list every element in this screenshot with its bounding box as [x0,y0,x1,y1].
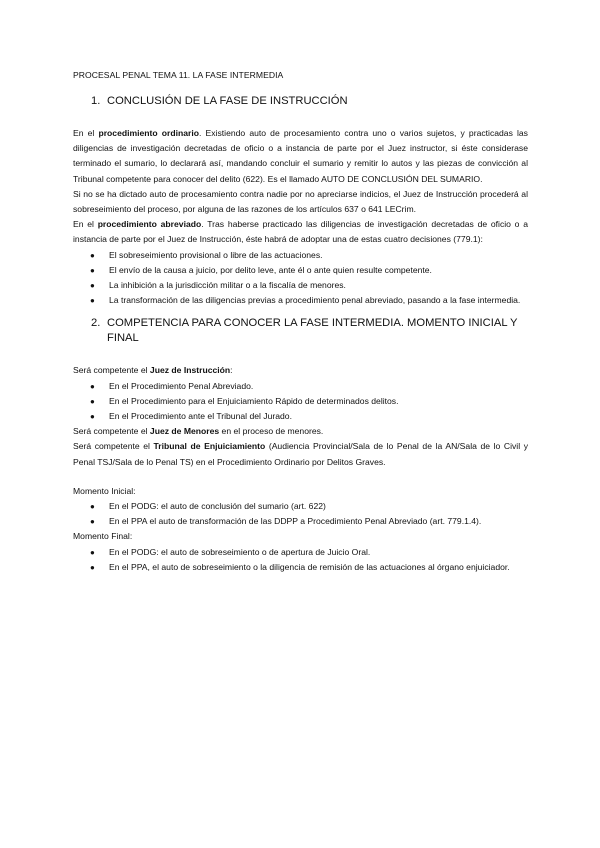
section-2-number: 2. [91,317,101,330]
list-item [73,263,528,278]
list-item-text: El sobreseimiento provisional o libre de las actuaciones. [109,249,323,260]
list-item [73,379,528,394]
list-item [73,409,528,424]
section-2-title: COMPETENCIA PARA CONOCER LA FASE INTERMEDIA. MOMENTO INICIAL Y FINAL [107,317,518,345]
list-item-text: La inhibición a la jurisdicción militar o a la fiscalía de menores. [109,280,346,291]
text: Será competente el [73,365,150,376]
document-page [73,70,528,575]
spacer [73,308,528,316]
bullet-icon: ● [90,562,95,572]
competence-menores [73,424,528,439]
list-item [73,248,528,263]
text: Será competente el [73,426,150,437]
section-1-heading [91,94,528,109]
competence-tribunal [73,439,528,469]
document-title: PROCESAL PENAL TEMA 11. LA FASE INTERMEDIA [73,70,284,80]
list-item-text: En el Procedimiento ante el Tribunal del Jurado. [109,411,292,422]
bullet-icon: ● [90,281,95,291]
momento-final-label: Momento Final: [73,531,133,542]
momento-final-list [73,545,528,575]
bold-term: Tribunal de Enjuiciamiento [153,441,266,452]
list-item-text: En el PPA el auto de transformación de las DDPP a Procedimiento Penal Abreviado (art. 779.1.4). [109,516,482,527]
bold-term: Juez de Instrucción [149,365,231,376]
list-item [73,278,528,293]
bullet-icon: ● [90,502,95,512]
bold-term: procedimiento ordinario [98,128,200,138]
section-2-heading [91,316,528,346]
bullet-icon: ● [90,250,95,260]
spacer [73,470,528,484]
momento-inicial-list [73,499,528,529]
text: . Tras haberse practicado las diligencias de investigación decretadas de oficio o a instancia de parte por el Juez de Instrucción, éste habrá de adoptar una de estas cuatro decisiones (779.1): [73,219,528,245]
bullet-icon: ● [90,296,95,306]
list-item [73,499,528,514]
section-1-title: CONCLUSIÓN DE LA FASE DE INSTRUCCIÓN [107,95,348,107]
bold-term: Juez de Menores [149,426,220,437]
list-item-text: En el Procedimiento para el Enjuiciamiento Rápido de determinados delitos. [109,395,399,406]
list-item-text: En el PODG: el auto de sobreseimiento o de apertura de Juicio Oral. [109,546,371,557]
competence-instruccion [73,363,528,378]
paragraph-sobreseimiento: Si no se ha dictado auto de procesamiento contra nadie por no apreciarse indicios, el Juez de Instrucción procederá al sobreseimiento del proceso, por alguna de las razones de los artículos 637 o 641 LECrim. [73,188,528,215]
list-item-text: En el Procedimiento Penal Abreviado. [109,380,254,391]
list-item-text: En el PODG: el auto de conclusión del sumario (art. 622) [109,501,326,512]
list-item-text: La transformación de las diligencias previas a procedimiento penal abreviado, pasando a la fase intermedia. [109,295,521,306]
text: En el [73,128,99,138]
text: Será competente el [73,441,154,452]
bullet-icon: ● [90,517,95,527]
section-1-number: 1. [91,95,101,107]
list-item [73,560,528,575]
bullet-icon: ● [90,547,95,557]
paragraph-ordinario [73,126,528,187]
text: : [230,365,233,376]
text: en el proceso de menores. [219,426,324,437]
list-item-text: En el PPA, el auto de sobreseimiento o la diligencia de remisión de las actuaciones al órgano enjuiciador. [109,561,510,572]
text: . Existiendo auto de procesamiento contra uno o varios sujetos, y practicadas las diligencias de investigación decretadas de oficio o a instancia de parte por el Juez instructor, si éste considerase terminado el sumario, lo declarará así, mandando concluir el sumario y remitir lo autos y las piezas de convicción al Tribunal competente para conocer del delito (622). Es el llamado AUTO DE CONCLUSIÓN DEL SUMARIO. [73,128,528,184]
list-item [73,394,528,409]
text: (Audiencia Provincial/Sala de lo Penal de la AN/Sala de lo Civil y Penal TSJ/Sala de lo Penal TS) en el Procedimiento Ordinario por Delitos Graves. [73,441,528,467]
momento-inicial-label: Momento Inicial: [73,485,136,496]
bullet-icon: ● [90,396,95,406]
bullet-icon: ● [90,381,95,391]
text: En el [73,219,98,230]
list-item [73,514,528,529]
list-item [73,293,528,308]
bold-term: procedimiento abreviado [97,219,202,230]
paragraph-abreviado [73,217,528,247]
bullet-icon: ● [90,412,95,422]
list-item [73,545,528,560]
list-item-text: El envío de la causa a juicio, por delito leve, ante él o ante quien resulte competente. [109,264,432,275]
bullet-icon: ● [90,265,95,275]
decisions-list [73,248,528,309]
instruccion-list [73,379,528,425]
